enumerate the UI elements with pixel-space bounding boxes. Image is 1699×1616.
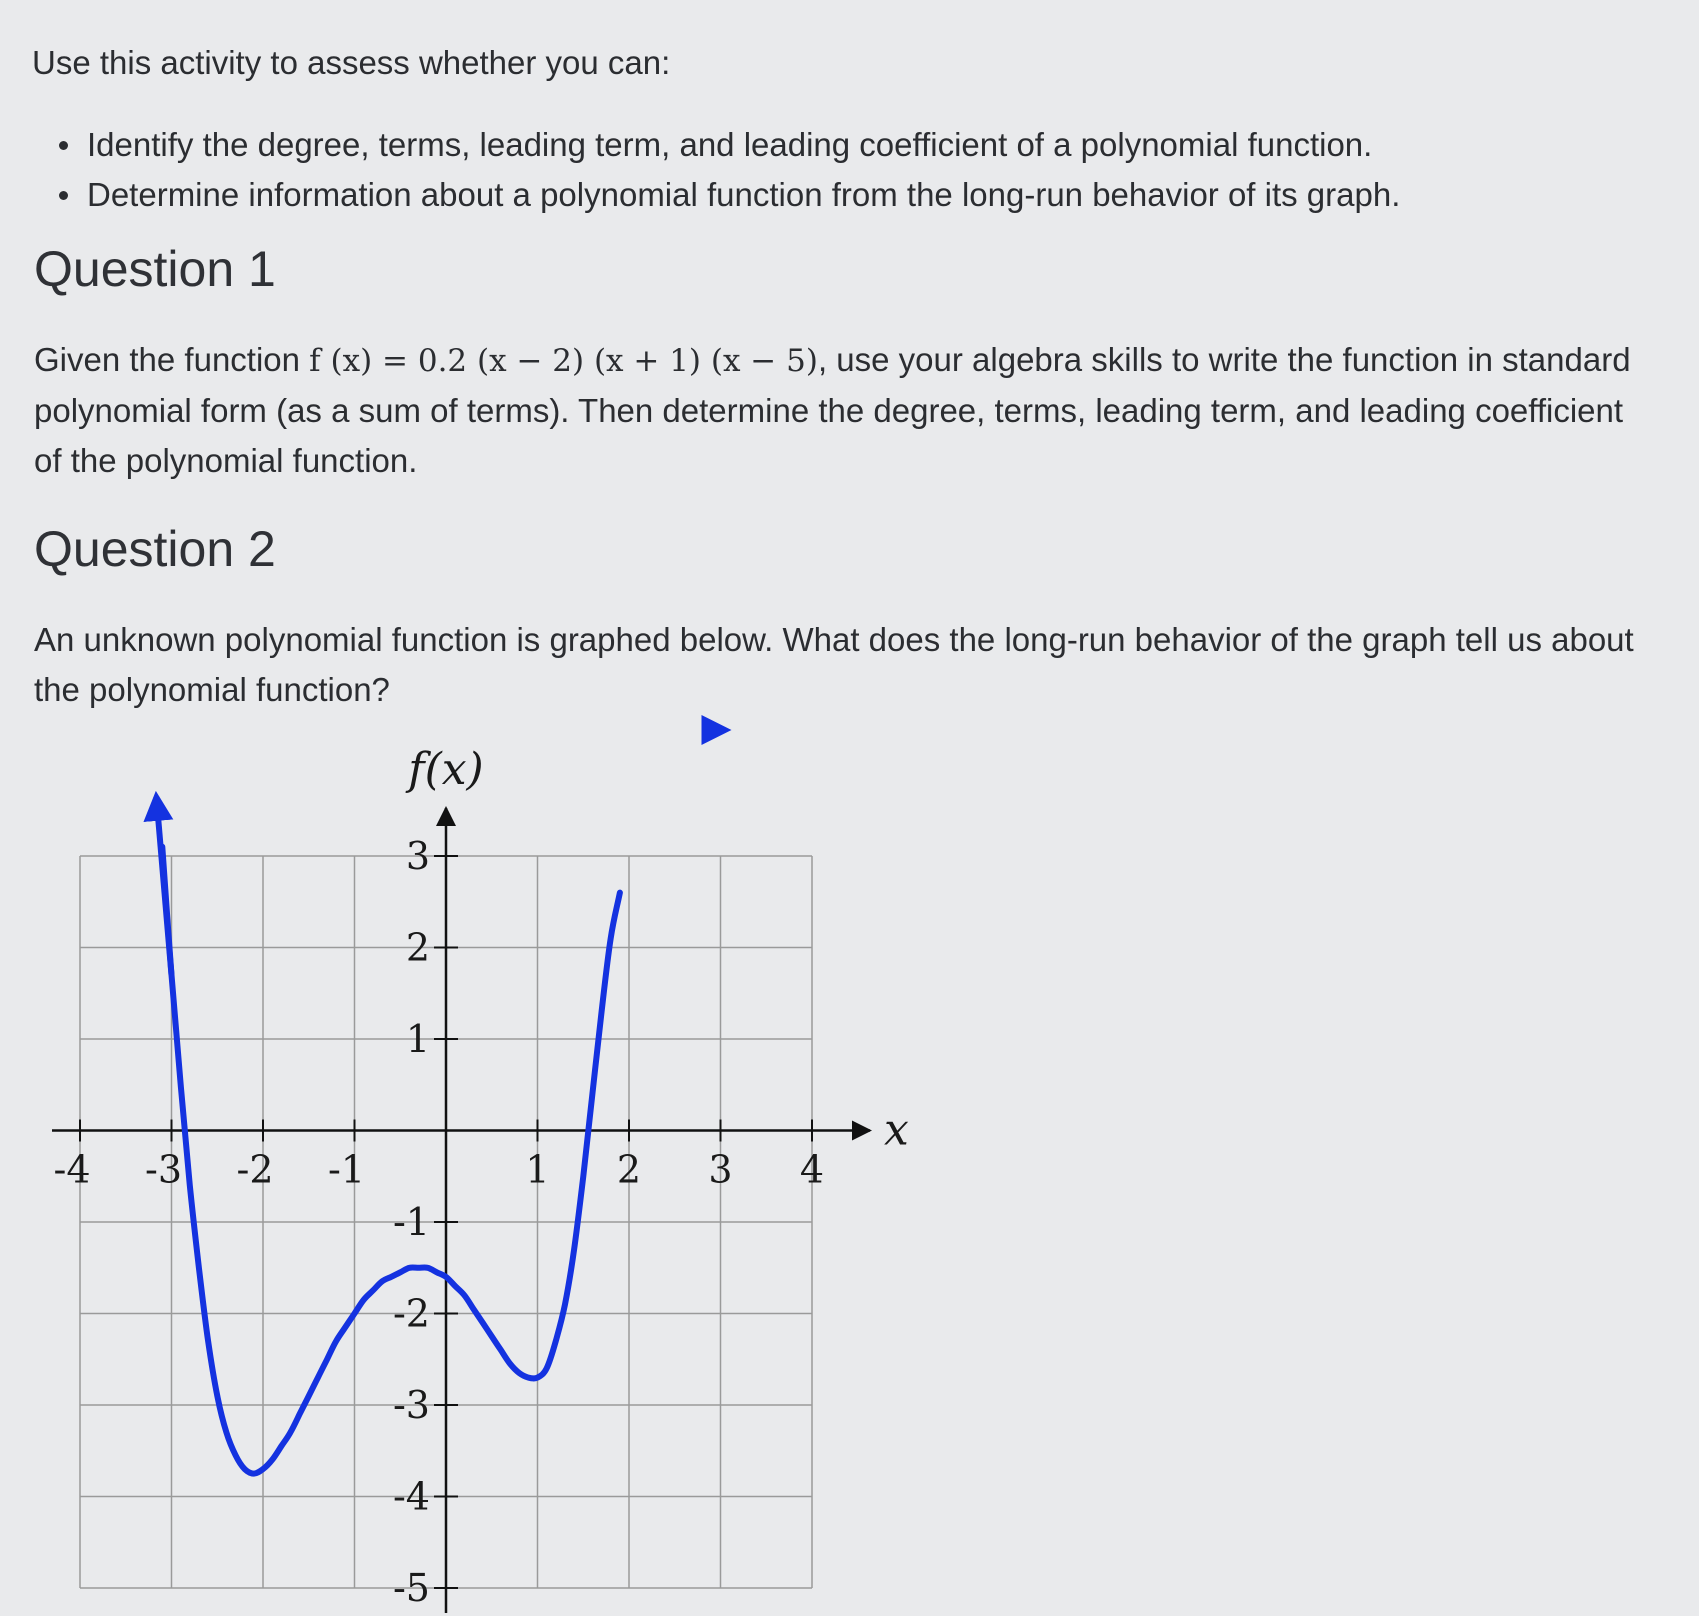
x-tick-label: 3 bbox=[708, 1147, 733, 1192]
polynomial-graph bbox=[0, 730, 960, 1610]
question-1-text bbox=[34, 335, 1654, 486]
intro-text: Use this activity to assess whether you can: bbox=[32, 44, 671, 81]
y-tick-label: 1 bbox=[405, 1017, 430, 1061]
x-axis-label: x bbox=[884, 1104, 909, 1156]
goal-item: Identify the degree, terms, leading term, and leading coefficient of a polynomial function. bbox=[55, 120, 1400, 170]
y-tick-label: -1 bbox=[392, 1200, 430, 1244]
curve-layer bbox=[156, 730, 725, 1474]
x-tick-label: 4 bbox=[799, 1147, 825, 1192]
x-tick-label: -1 bbox=[327, 1147, 366, 1192]
question-1-formula: f (x) = 0.2 (x − 2) (x + 1) (x − 5) bbox=[309, 343, 818, 379]
question-1-heading: Question 1 bbox=[34, 241, 276, 297]
y-tick-label: 3 bbox=[405, 834, 430, 878]
y-tick-label: -5 bbox=[392, 1566, 430, 1610]
axes bbox=[52, 808, 870, 1613]
x-tick-label: -4 bbox=[53, 1147, 91, 1192]
x-tick-label: 2 bbox=[616, 1147, 642, 1192]
y-axis-label: f(x) bbox=[408, 744, 484, 795]
question-1-text-after: , use your algebra skills to write the function in standard polynomial form (as a sum of terms). Then determine the degree, terms, leading term, and leading coefficient of the polynomial function. bbox=[34, 341, 1631, 479]
goal-item: Determine information about a polynomial function from the long-run behavior of its graph. bbox=[55, 170, 1400, 220]
question-2-heading: Question 2 bbox=[34, 521, 276, 577]
y-tick-label: 2 bbox=[405, 925, 430, 970]
polynomial-curve bbox=[162, 847, 620, 1474]
y-tick-label: -4 bbox=[392, 1474, 430, 1519]
x-tick-label: 1 bbox=[525, 1147, 550, 1192]
x-tick-label: -2 bbox=[236, 1147, 274, 1192]
y-tick-label: -2 bbox=[392, 1291, 430, 1336]
goals-list bbox=[55, 120, 1400, 220]
question-1-text-before: Given the function bbox=[34, 341, 310, 378]
y-tick-label: -3 bbox=[392, 1383, 430, 1427]
x-tick-label: -3 bbox=[144, 1147, 183, 1192]
question-2-text: An unknown polynomial function is graphed below. What does the long-run behavior of the graph tell us about the polynomial function? bbox=[34, 621, 1634, 708]
